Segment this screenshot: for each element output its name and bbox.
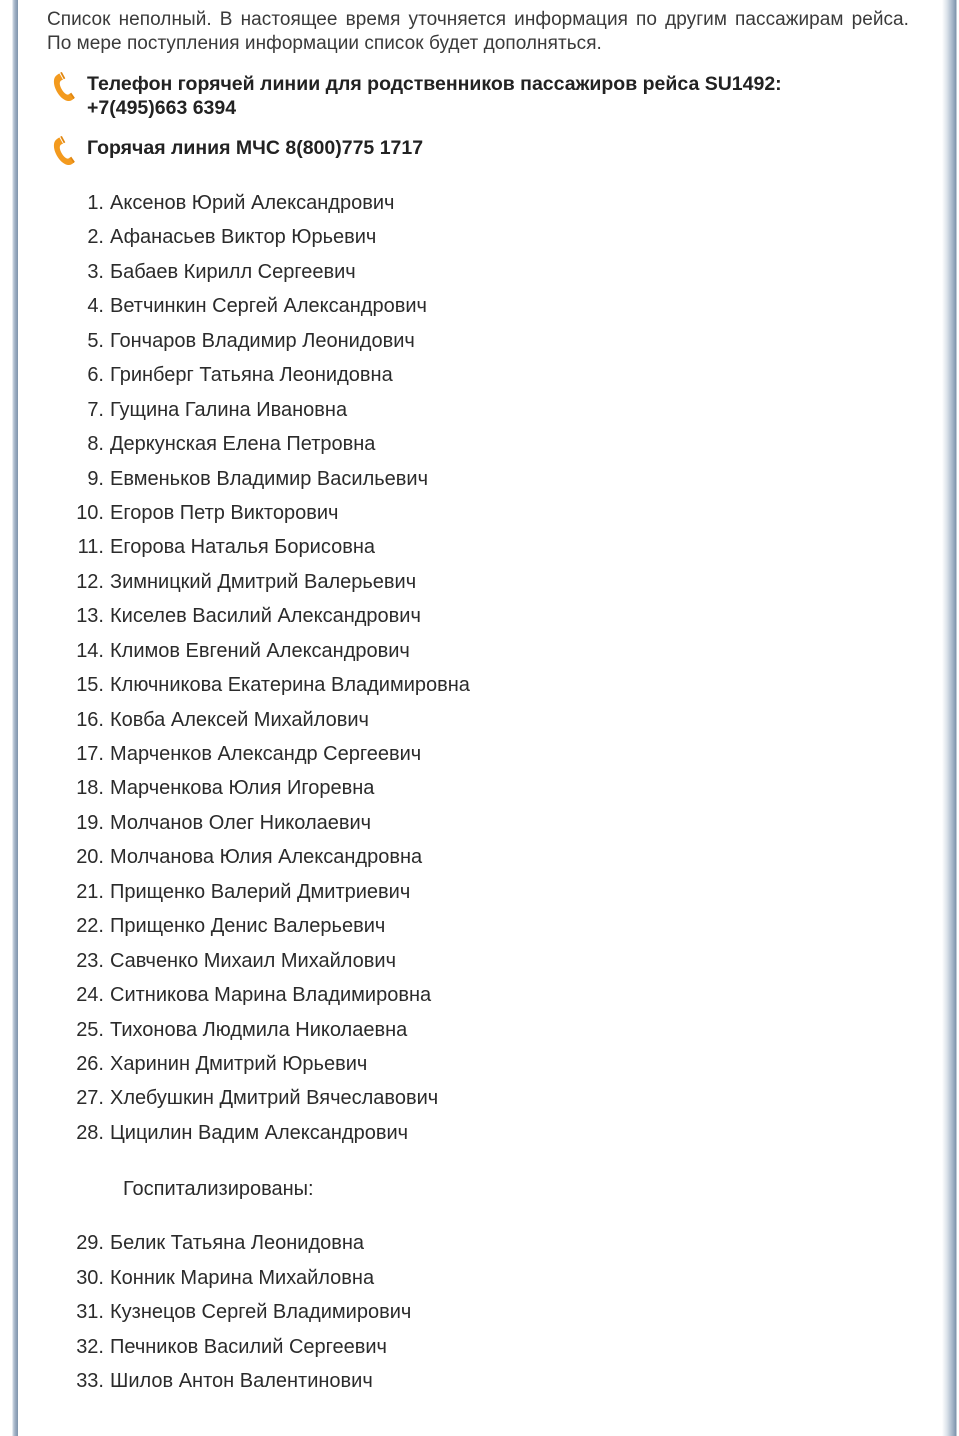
list-item-name: Печников Василий Сергеевич [110,1335,387,1358]
list-item-name: Зимницкий Дмитрий Валерьевич [110,570,417,593]
relatives-hotline-label: Телефон горячей линии для родственников пассажиров рейса SU1492: [87,73,782,95]
list-item-name: Молчанова Юлия Александровна [110,846,423,869]
list-item-name: Белик Татьяна Леонидовна [110,1232,365,1255]
list-item-number: 22. [76,915,104,938]
list-item [47,565,909,599]
left-frame-border [0,0,18,1436]
list-item [47,496,909,530]
list-item-number: 24. [76,984,104,1007]
list-item [47,289,909,323]
list-item-number: 10. [76,501,104,524]
list-item-number: 27. [76,1087,104,1110]
list-item [47,771,909,805]
list-item [47,875,909,909]
list-item [47,1330,909,1364]
list-item-name: Цицилин Вадим Александрович [110,1121,409,1144]
list-item-name: Конник Марина Михайловна [110,1266,375,1289]
list-item-number: 30. [76,1266,104,1289]
list-item [47,944,909,978]
list-item [47,703,909,737]
list-item-name: Киселев Василий Александрович [110,605,421,628]
phone-icon [51,72,75,102]
list-item-name: Тихонова Людмила Николаевна [110,1018,408,1041]
mchs-hotline [47,136,909,160]
phone-icon [51,136,75,166]
list-item-name: Молчанов Олег Николаевич [110,811,372,834]
list-item [47,462,909,496]
list-item-number: 21. [76,880,104,903]
list-item [47,1295,909,1329]
list-item [47,1261,909,1295]
list-item-number: 20. [76,846,104,869]
passenger-list [47,186,909,1150]
list-item [47,840,909,874]
list-item-name: Климов Евгений Александрович [110,639,410,662]
list-item-number: 29. [76,1232,104,1255]
list-item [47,1116,909,1150]
list-item-name: Ветчинкин Сергей Александрович [110,295,427,318]
list-item [47,737,909,771]
list-item-name: Шилов Антон Валентинович [110,1370,373,1392]
list-item-number: 11. [77,536,104,559]
list-item-number: 1. [87,192,104,214]
hospitalized-list [47,1226,909,1398]
list-item-number: 25. [76,1018,104,1041]
list-item [47,1081,909,1115]
list-item-number: 3. [87,260,104,283]
list-item-name: Гринберг Татьяна Леонидовна [110,364,393,387]
mchs-hotline-text: Горячая линия МЧС 8(800)775 1717 [87,137,424,159]
list-item [47,1013,909,1047]
list-item-name: Хлебушкин Дмитрий Вячеславович [110,1087,439,1110]
list-item-number: 13. [76,605,104,628]
list-item-name: Кузнецов Сергей Владимирович [110,1301,412,1324]
list-item-name: Прищенко Валерий Дмитриевич [110,880,411,903]
list-item-name: Аксенов Юрий Александрович [110,192,395,214]
list-item-number: 16. [76,708,104,731]
list-item-name: Гончаров Владимир Леонидович [110,329,415,352]
list-item-number: 9. [87,467,104,490]
list-item [47,668,909,702]
list-item [47,255,909,289]
list-item-name: Деркунская Елена Петровна [110,433,376,456]
list-item-number: 8. [87,433,104,456]
hospitalized-heading: Госпитализированы: [123,1178,314,1201]
list-item-name: Афанасьев Виктор Юрьевич [110,226,377,249]
list-item-number: 2. [87,226,104,249]
list-item [47,1047,909,1081]
list-item-number: 17. [76,743,104,765]
list-item [47,599,909,633]
list-item-name: Гущина Галина Ивановна [110,398,348,421]
right-frame-border [942,0,959,1436]
list-item-number: 6. [87,364,104,387]
list-item-number: 23. [76,949,104,972]
list-item-name: Марченкова Юлия Игоревна [110,777,375,800]
list-item-number: 14. [76,639,104,662]
list-item [47,1364,909,1398]
list-item-number: 26. [76,1052,104,1075]
list-item-number: 33. [76,1370,104,1392]
relatives-hotline-number: +7(495)663 6394 [87,97,237,119]
list-item [47,978,909,1012]
intro-text: Список неполный. В настоящее время уточняется информация по другим пассажирам рейса. По мере поступления информации список будет дополняться. [47,9,909,54]
list-item-name: Бабаев Кирилл Сергеевич [110,260,356,283]
list-item-number: 19. [76,811,104,834]
list-item-name: Егоров Петр Викторович [110,501,339,524]
relatives-hotline [47,72,909,120]
list-item [47,427,909,461]
list-item-name: Евменьков Владимир Васильевич [110,467,428,490]
list-item-number: 28. [76,1121,104,1144]
list-item [47,324,909,358]
list-item-name: Харинин Дмитрий Юрьевич [110,1052,368,1075]
list-item-number: 18. [76,777,104,800]
list-item-name: Ключникова Екатерина Владимировна [110,674,470,697]
list-item [47,909,909,943]
list-item-number: 4. [87,295,104,318]
list-item-name: Егорова Наталья Борисовна [110,536,375,559]
list-item [47,806,909,840]
list-item-name: Ковба Алексей Михайлович [110,708,369,731]
list-item [47,634,909,668]
list-item-name: Марченков Александр Сергеевич [110,743,422,765]
list-item [47,393,909,427]
list-item [47,1226,909,1260]
list-item-number: 12. [76,570,104,593]
list-item-number: 15. [76,674,104,697]
list-item-name: Ситникова Марина Владимировна [110,984,432,1007]
list-item [47,530,909,564]
list-item [47,186,909,220]
list-item-number: 32. [76,1335,104,1358]
list-item-name: Савченко Михаил Михайлович [110,949,397,972]
list-item-number: 7. [87,398,104,421]
list-item-number: 31. [76,1301,104,1324]
list-item [47,358,909,392]
article-content [47,8,909,1398]
list-item-name: Прищенко Денис Валерьевич [110,915,386,938]
list-item-number: 5. [87,329,104,352]
list-item [47,220,909,254]
